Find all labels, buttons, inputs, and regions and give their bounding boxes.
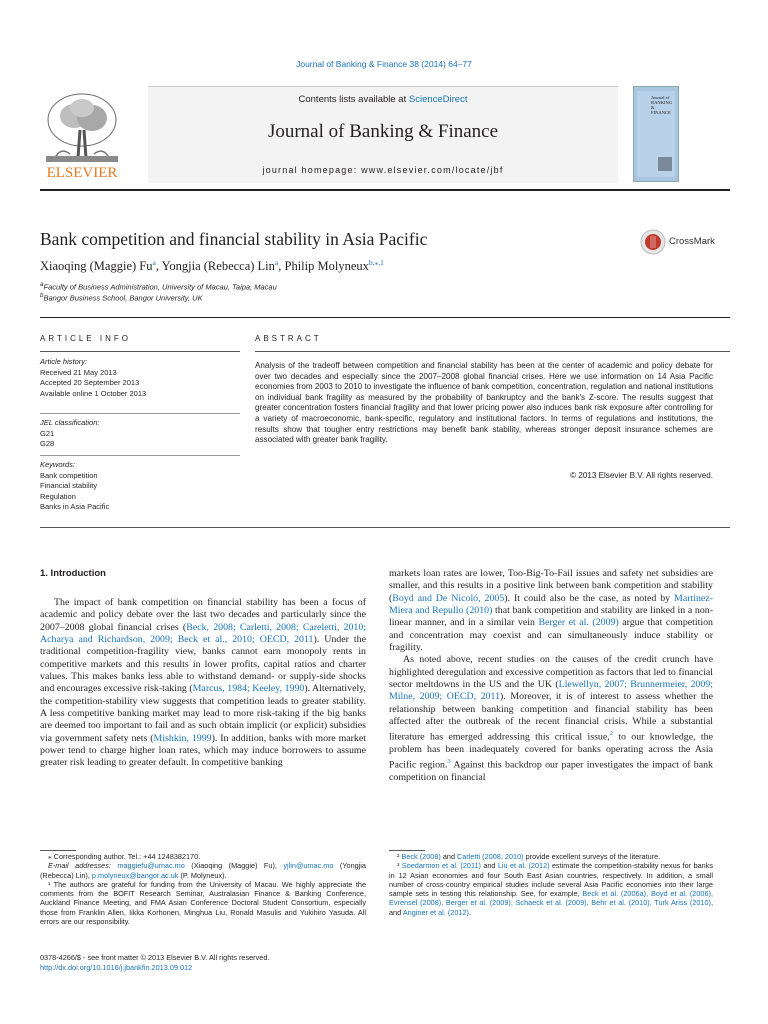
footnote-rule: [40, 850, 76, 851]
footnote-3: ³ Soedarmon et al. (2011) and Liu et al. (2012) estimate the competition-stability nexus for banks in 12 Asian economies and four South East Asian countries, respectively. In addition, a small number of cross-country empirical studies include several Asia Pacific economies into their large sample sets in testing this relationship. See, for example, Beck et al. (2006a), Boyd et al. (2006), Evrensel (2008), Berger et al. (2009), Schaeck et al. (2009), Behr et al. (2010), Turk Ariss (2010), and Anginer et al. (2012).: [389, 861, 713, 917]
keyword: Regulation: [40, 491, 76, 501]
cover-title: Journal of BANKING & FINANCE: [651, 95, 673, 115]
history-online: Available online 1 October 2013: [40, 388, 147, 398]
author-list: Xiaoqing (Maggie) Fu$^a$, Yongjia (Rebecca) Lin$^a$, Philip Molyneux$^{b,⁎,1}$: [40, 258, 384, 274]
citation-link[interactable]: Berger et al. (2009): [538, 617, 619, 629]
keywords: [40, 460, 240, 513]
article-history: [40, 357, 240, 399]
abstract-copyright: © 2013 Elsevier B.V. All rights reserved.: [570, 471, 713, 480]
citation-link[interactable]: Martinez-Miera and Repullo (2010): [389, 592, 713, 617]
homepage-prefix: journal homepage:: [262, 165, 362, 175]
corresponding-author-note: ⁎ Corresponding author. Tel.: +44 1248382170.: [48, 852, 201, 861]
journal-title: Journal of Banking & Finance: [267, 121, 499, 142]
citation-link[interactable]: Soedarmon et al. (2011): [401, 861, 481, 871]
paragraph: As noted above, recent studies on the causes of the credit crunch have highlighted deregulation and excessive competition as factors that led to financial sector meltdowns in the US and the UK (Llewellyn, 2007; Brunnermeier, 2009; Milne, 2009; OECD, 2011). Moreover, it is of interest to assess whether the relationship between banking competition and financial stability has been affected after the outbreak of the recent financial crisis. While a substantial literature has emerged addressing this critical issue,$^2$ to our knowledge, the problem has been inadequately covered for banks operating across the Asia Pacific region.$^3$ Against this backdrop our paper investigates the impact of bank competition on financial: [389, 654, 713, 784]
affiliation-a: [40, 281, 277, 292]
sciencedirect-link[interactable]: ScienceDirect: [408, 94, 468, 105]
footnotes-left: [40, 852, 366, 926]
issn-line: 0378-4266/$ - see front matter © 2013 Elsevier B.V. All rights reserved.: [40, 953, 270, 962]
publisher-logo-text: ELSEVIER: [46, 165, 118, 180]
article-info-heading: ARTICLE INFO: [40, 334, 131, 343]
article-title: Bank competition and financial stability in Asia Pacific: [40, 229, 428, 249]
citation-link[interactable]: Beck, 2008; Carletti, 2008; Careletti, 2010; Acharya and Richardson, 2009; Beck et al., 2010; OECD, 2011: [40, 621, 367, 646]
abstract-heading: ABSTRACT: [255, 334, 322, 343]
email-link[interactable]: yjlin@umac.mo: [283, 861, 334, 871]
tree-emblem-icon: [40, 90, 124, 180]
info-rule: [40, 413, 240, 414]
jel-classification: [40, 418, 240, 450]
history-received: Received 21 May 2013: [40, 367, 117, 377]
author-name: Philip Molyneux: [284, 259, 369, 274]
footnote-ref[interactable]: 3: [447, 758, 451, 766]
author-name: Yongjia (Rebecca) Lin: [161, 259, 275, 274]
footnote-ref[interactable]: 2: [609, 730, 613, 738]
citation-link[interactable]: Llewellyn, 2007; Brunnermeier, 2009; Milne, 2009; OECD, 2011: [389, 679, 713, 703]
body-left-column: [40, 597, 366, 770]
crossmark-badge[interactable]: [640, 229, 740, 255]
email-link[interactable]: maggiefu@umac.mo: [117, 861, 185, 871]
author-affil-sup[interactable]: b,⁎,1: [368, 258, 384, 267]
footnote-2: ² Beck (2008) and Carletti (2008, 2010) provide excellent surveys of the literature.: [397, 852, 661, 861]
author-affil-sup[interactable]: a: [274, 258, 279, 267]
doi-link[interactable]: http://dx.doi.org/10.1016/j.jbankfin.2013.09.012: [40, 963, 193, 972]
email-note: E-mail addresses: maggiefu@umac.mo (Xiaoqing (Maggie) Fu), yjlin@umac.mo (Yongjia (Rebecca) Lin), p.molyneux@bangor.ac.uk (P. Molyneux).: [40, 861, 366, 880]
citation-link[interactable]: Anginer et al. (2012): [402, 907, 469, 917]
elsevier-logo: [40, 90, 124, 180]
keyword: Banks in Asia Pacific: [40, 502, 110, 512]
citation-link[interactable]: Carletti (2008, 2010): [457, 852, 524, 861]
citation-link[interactable]: Marcus, 1984; Keeley, 1990: [192, 683, 305, 695]
journal-cover-image: [633, 86, 679, 182]
citation-link[interactable]: Liu et al. (2012): [497, 861, 550, 871]
paragraph: markets loan rates are lower, Too-Big-To-Fail issues and safety net subsidies are smaller, and this results in a positive link between bank competition and stability (Boyd and De Nicoló, 2005). It could also be the case, as noted by Martinez-Miera and Repullo (2010) that bank competition and stability are linked in a non-linear manner, and in a similar vein Berger et al. (2009) argue that competition and concentration may coexist and can simultaneously induce stability or fragility.: [389, 568, 713, 654]
journal-homepage: [148, 165, 618, 175]
affiliation-b: [40, 292, 203, 303]
citation-link[interactable]: Boyd and De Nicoló, 2005: [392, 592, 505, 604]
citation-link[interactable]: Mishkin, 1999: [153, 732, 212, 744]
footnote-1: ¹ The authors are grateful for funding from the University of Macau. We highly appreciate the comments from the BOFIT Research Seminar, Australasian Finance & Banking Conference, Auckland Finance Meeting, and FMA Asian Conference Doctoral Student Consortium, especially those from Franklin Allen, Iikka Korhonen, Minghua Liu, Ronald Masulis and Yukihiro Yasuda. All errors are our responsibility.: [40, 879, 366, 927]
history-accepted: Accepted 20 September 2013: [40, 378, 140, 388]
citation-link[interactable]: Beck (2008): [401, 852, 441, 861]
keyword: Bank competition: [40, 470, 98, 480]
jel-label: JEL classification:: [40, 418, 100, 427]
author-affil-sup[interactable]: a: [152, 258, 156, 267]
keywords-label: Keywords:: [40, 460, 76, 469]
footnote-rule: [389, 850, 425, 851]
author-name: Xiaoqing (Maggie) Fu: [40, 259, 153, 274]
affil-sup: a: [40, 281, 44, 288]
journal-reference[interactable]: Journal of Banking & Finance 38 (2014) 64–77: [296, 59, 472, 69]
citation-link[interactable]: Beck et al. (2006a), Boyd et al. (2006), Evrensel (2008), Berger et al. (2009), Schaeck et al. (2009), Behr et al. (2010), Turk Ariss (2010): [389, 889, 713, 908]
contents-line: [148, 94, 618, 105]
keyword: Financial stability: [40, 481, 98, 491]
body-right-column: [389, 568, 713, 784]
footnotes-right: [389, 852, 713, 917]
email-link[interactable]: p.molyneux@bangor.ac.uk: [91, 870, 179, 880]
section-heading: 1. Introduction: [40, 568, 106, 579]
contents-prefix: Contents lists available at: [298, 94, 409, 105]
homepage-url[interactable]: www.elsevier.com/locate/jbf: [361, 165, 504, 175]
paragraph: The impact of bank competition on financial stability has been a focus of academic and policy debate over the last two decades and particularly since the 2007–2008 global financial crises (Beck, 2008; Carletti, 2008; Careletti, 2010; Acharya and Richardson, 2009; Beck et al., 2010; OECD, 2011). Under the traditional competition-fragility view, banks cannot earn monopoly rents in competitive markets and this results in lower profits, capital ratios and charter values. This makes banks less able to withstand demand- or supply-side shocks and encourages excessive risk-taking (Marcus, 1984; Keeley, 1990). Alternatively, the competition-stability view suggests that competition leads to greater stability. A less competitive banking market may lead to more risk-taking if the big banks are deemed too important to fail and as such obtain implicit (or explicit) subsidies via government safety nets (Mishkin, 1999). In addition, banks with more market power tend to charge higher loan rates, which may induce borrowers to assume greater risk leading to greater default. In competitive banking: [40, 597, 367, 769]
header-divider: [40, 189, 730, 191]
info-rule: [40, 455, 240, 456]
affil-sup: b: [40, 292, 44, 299]
abstract-text: Analysis of the tradeoff between competition and financial stability has been at the center of academic and policy debate for over two decades and especially since the 2007–2008 global financial crises. Here we use information on 14 Asia Pacific economies from 2003 to 2010 to investigate the influence of bank competition, concentration, regulation and national institutions on individual bank fragility as measured by the probability of bankruptcy and the bank's Z-score. The results suggest that greater concentration fosters financial fragility and that lower pricing power also induces bank risk exposure after controlling for a variety of macroeconomic, bank-specific, regulatory and institutional factors. In terms of regulations and institutions, the results show that tougher entry restrictions may benefit bank stability, whereas stronger deposit insurance schemes are associated with greater bank fragility.: [255, 361, 713, 445]
abstract-rule: [255, 351, 730, 352]
affil-text: Bangor Business School, Bangor University, UK: [43, 293, 203, 303]
jel-code: G21: [40, 428, 55, 438]
crossmark-icon: [640, 229, 666, 255]
crossmark-label: CrossMark: [669, 236, 715, 247]
history-label: Article history:: [40, 357, 88, 366]
info-rule: [40, 351, 240, 352]
body-divider: [40, 527, 730, 528]
jel-code: G28: [40, 439, 55, 449]
info-divider: [40, 317, 730, 318]
affil-text: Faculty of Business Administration, University of Macau, Taipa, Macau: [43, 282, 277, 292]
